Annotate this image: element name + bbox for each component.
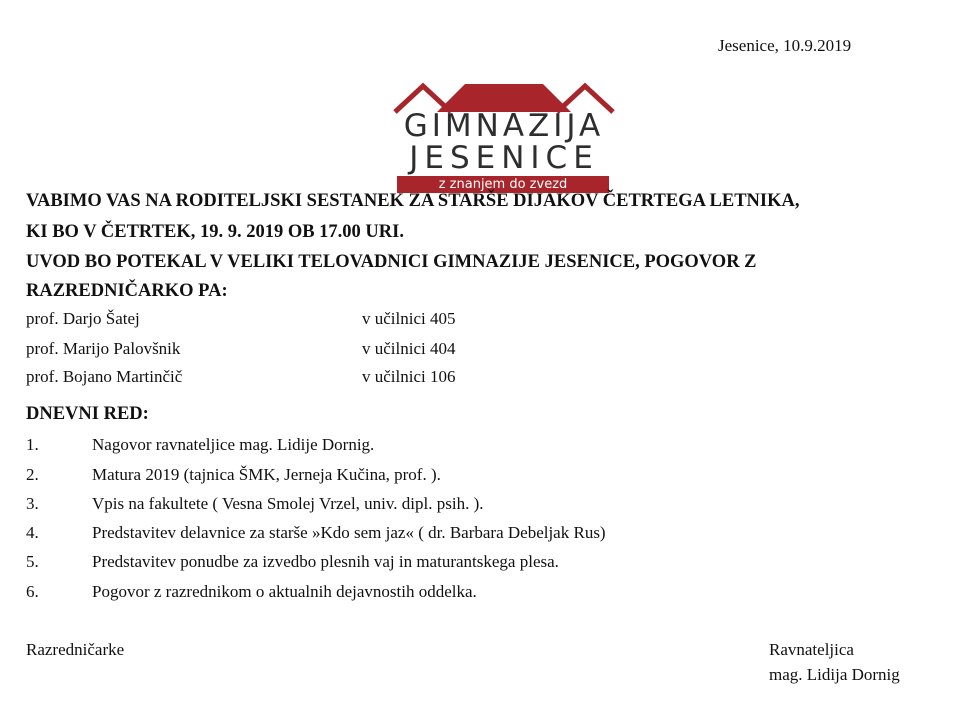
invitation-heading-line: VABIMO VAS NA RODITELJSKI SESTANEK ZA STARŠE DIJAKOV ČETRTEGA LETNIKA, <box>26 191 800 211</box>
teacher-room: v učilnici 404 <box>362 339 456 358</box>
agenda-item-text: Predstavitev ponudbe za izvedbo plesnih vaj in maturantskega plesa. <box>92 552 559 571</box>
agenda-item-number: 5. <box>26 552 39 571</box>
agenda-item-text: Nagovor ravnateljice mag. Lidije Dornig. <box>92 435 375 454</box>
agenda-title: DNEVNI RED: <box>26 404 149 424</box>
signature-principal-title: Ravnateljica <box>769 640 854 659</box>
logo-title-line1: GIMNAZIJA <box>403 108 605 144</box>
signature-principal-name: mag. Lidija Dornig <box>769 665 900 684</box>
agenda-item-text: Matura 2019 (tajnica ŠMK, Jerneja Kučina, prof. ). <box>92 465 441 484</box>
teacher-name: prof. Bojano Martinčič <box>26 367 183 386</box>
agenda-item-text: Vpis na fakultete ( Vesna Smolej Vrzel, univ. dipl. psih. ). <box>92 494 484 513</box>
logo-title-line2: JESENICE <box>409 140 599 176</box>
teacher-room: v učilnici 405 <box>362 309 456 328</box>
invitation-heading-line: RAZREDNIČARKO PA: <box>26 281 228 301</box>
document-date: Jesenice, 10.9.2019 <box>718 36 852 55</box>
agenda-item-text: Pogovor z razrednikom o aktualnih dejavnostih oddelka. <box>92 582 477 601</box>
agenda-item-number: 2. <box>26 465 39 484</box>
invitation-heading-line: UVOD BO POTEKAL V VELIKI TELOVADNICI GIMNAZIJE JESENICE, POGOVOR Z <box>26 252 757 272</box>
teacher-name: prof. Darjo Šatej <box>26 309 140 328</box>
invitation-heading-line: KI BO V ČETRTEK, 19. 9. 2019 OB 17.00 URI. <box>26 222 404 242</box>
teacher-name: prof. Marijo Palovšnik <box>26 339 181 358</box>
agenda-item-number: 6. <box>26 582 39 601</box>
agenda-item-number: 3. <box>26 494 39 513</box>
school-logo <box>393 80 615 192</box>
logo-tagline: z znanjem do zvezd <box>397 176 609 193</box>
teacher-room: v učilnici 106 <box>362 367 456 386</box>
signature-homeroom-teachers: Razredničarke <box>26 640 125 659</box>
agenda-item-text: Predstavitev delavnice za starše »Kdo sem jaz« ( dr. Barbara Debeljak Rus) <box>92 523 606 542</box>
agenda-item-number: 1. <box>26 435 39 454</box>
agenda-item-number: 4. <box>26 523 39 542</box>
